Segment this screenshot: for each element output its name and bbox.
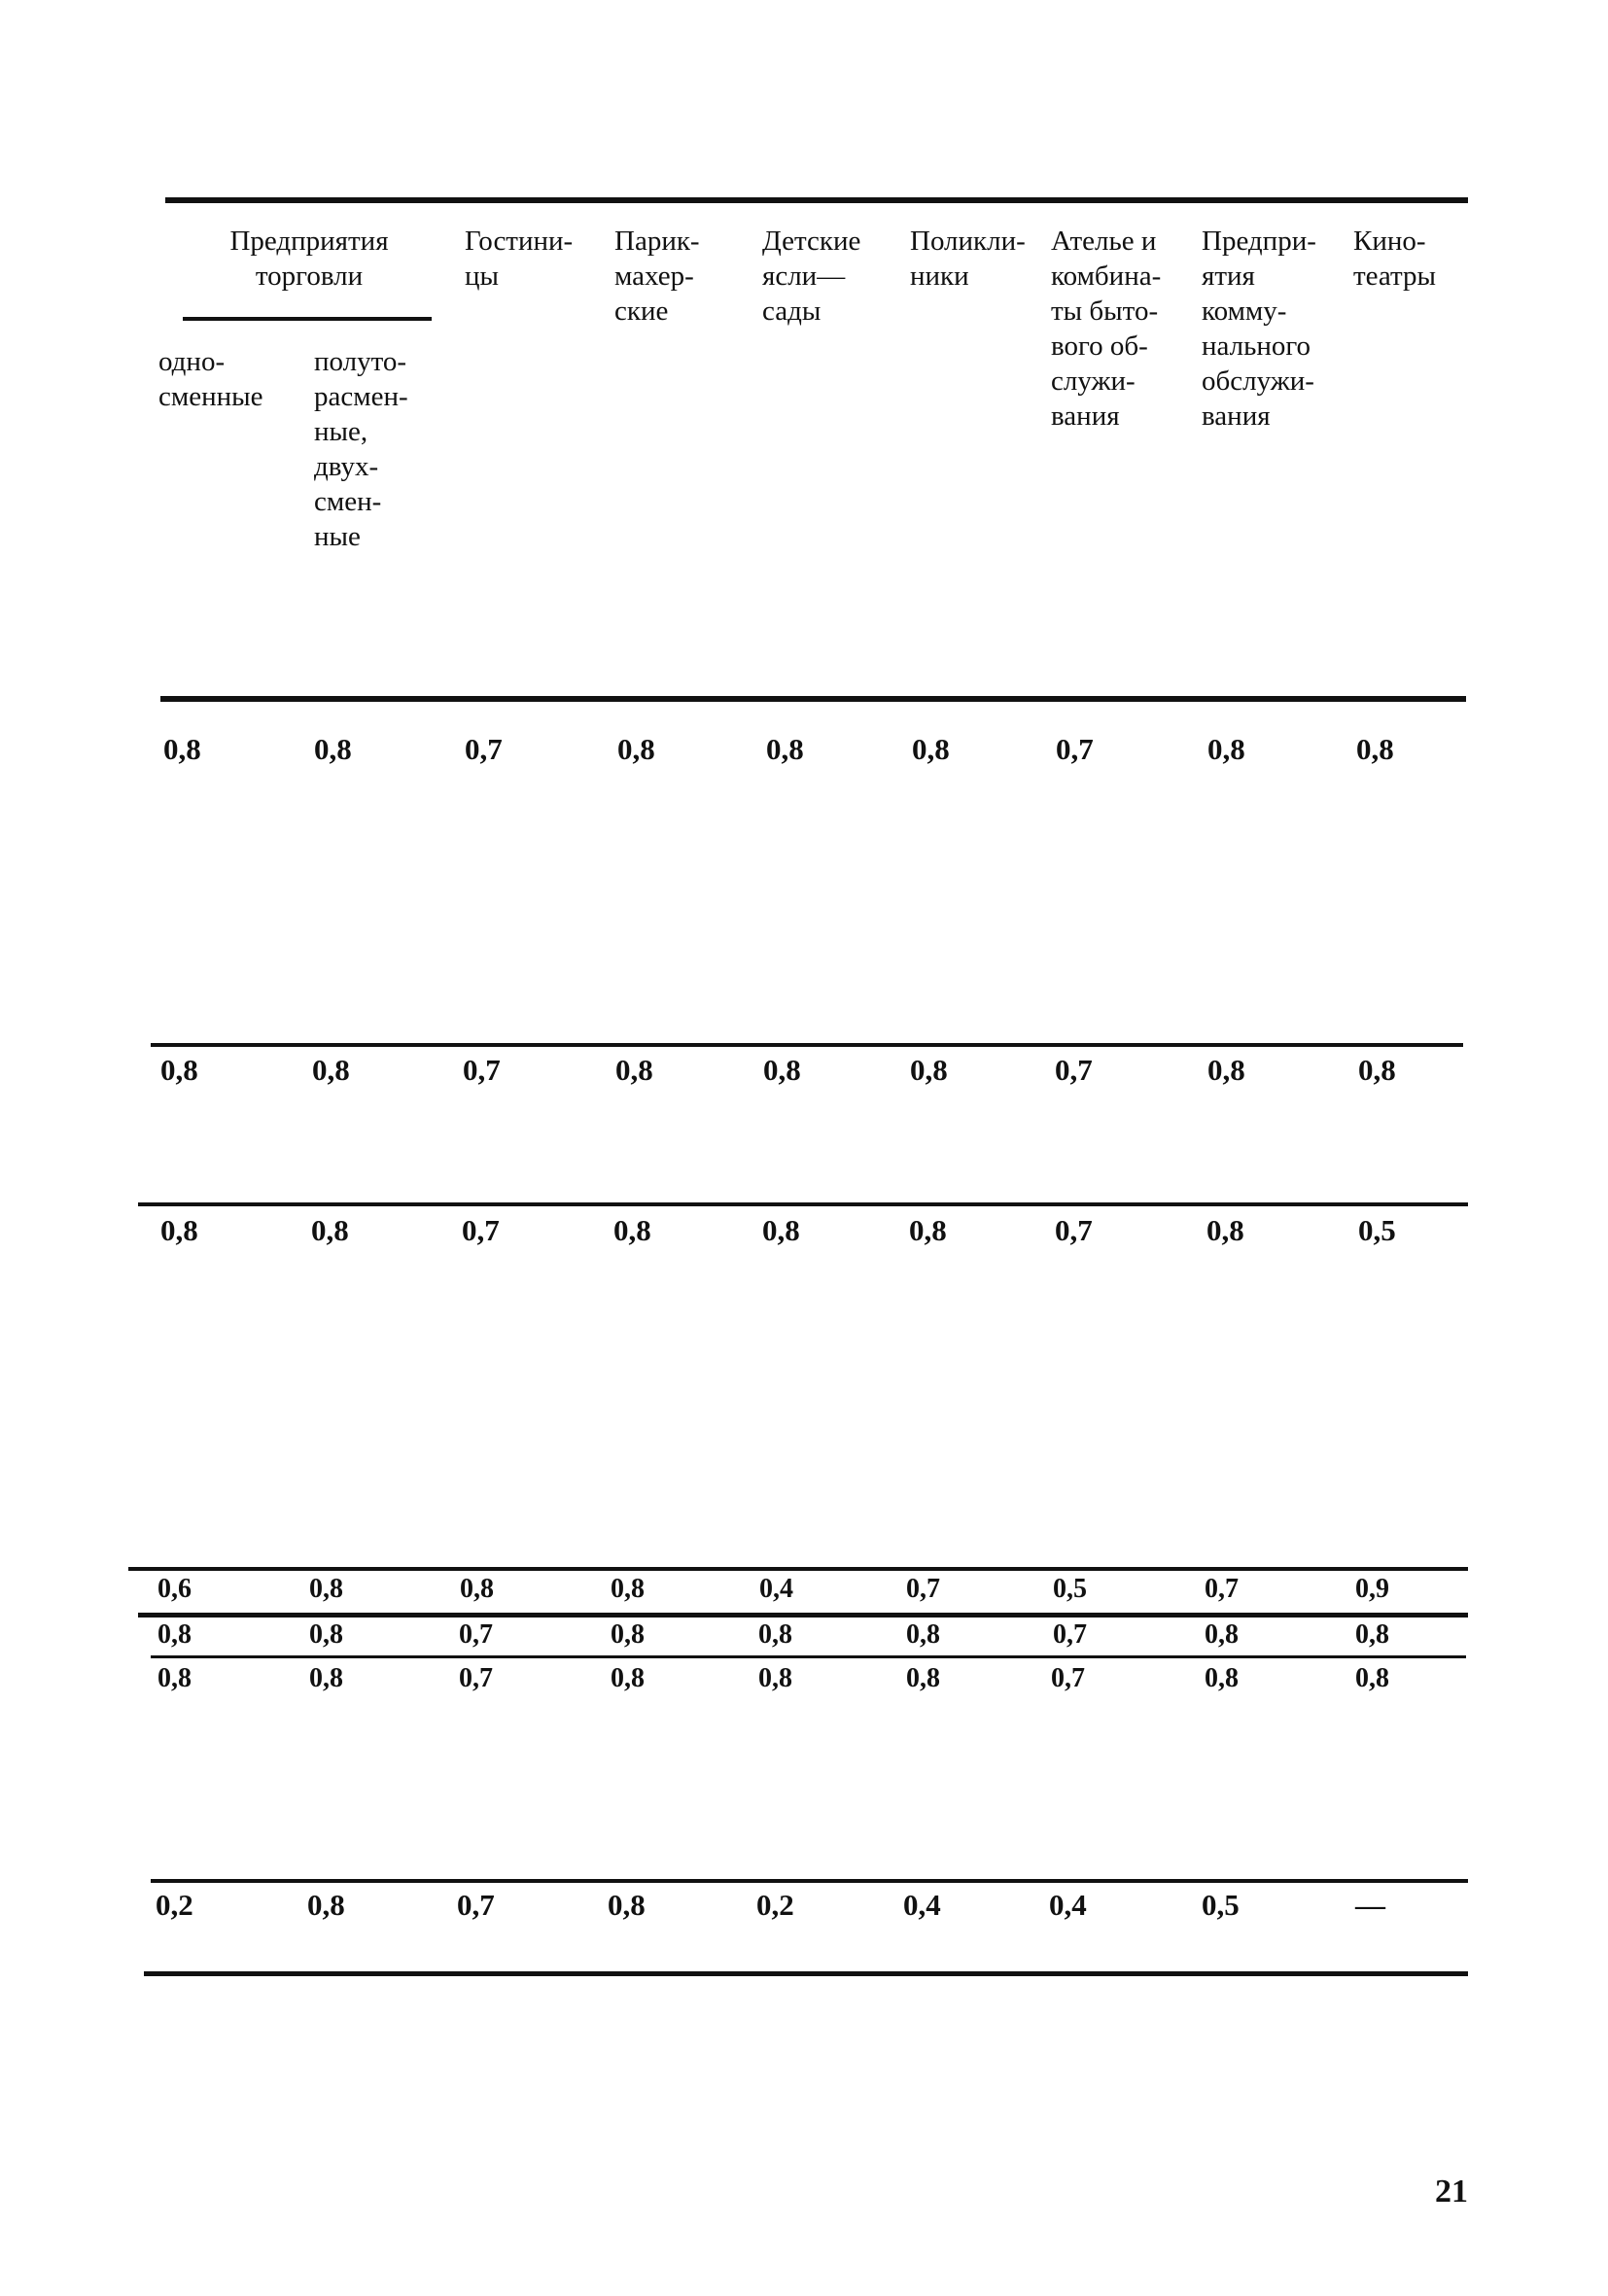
table-cell: 0,8: [758, 1619, 792, 1650]
header-col-1: Гостини- цы: [465, 226, 574, 292]
row-divider-rule: [138, 1202, 1468, 1206]
table-cell: 0,8: [906, 1619, 940, 1650]
table-cell: 0,8: [912, 732, 950, 766]
table-cell: 0,8: [906, 1663, 940, 1693]
table-cell: 0,8: [309, 1574, 343, 1604]
table-cell: 0,8: [611, 1574, 645, 1604]
table-cell: 0,8: [611, 1663, 645, 1693]
table-cell: 0,4: [1049, 1888, 1087, 1922]
header-group-label: Предприятия торговли: [229, 226, 389, 292]
table-cell: 0,8: [1356, 732, 1394, 766]
table-cell: 0,8: [309, 1619, 343, 1650]
table-cell: 0,5: [1053, 1574, 1087, 1604]
table-cell: 0,8: [1205, 1663, 1239, 1693]
header-col-5: Ателье и комбина- ты быто- вого об- служи- вания: [1051, 226, 1162, 432]
header-col-3: Детские ясли— сады: [762, 226, 861, 327]
table-cell: 0,8: [766, 732, 804, 766]
table-cell: 0,8: [157, 1619, 192, 1650]
table-cell: 0,7: [1051, 1663, 1085, 1693]
table-cell: 0,8: [157, 1663, 192, 1693]
table-cell: 0,8: [309, 1663, 343, 1693]
table-cell: 0,4: [759, 1574, 793, 1604]
table-cell: 0,8: [160, 1213, 198, 1247]
table-cell: 0,8: [460, 1574, 494, 1604]
table-cell: 0,8: [307, 1888, 345, 1922]
table-cell: 0,8: [163, 732, 201, 766]
row-divider-rule: [138, 1613, 1468, 1618]
table-cell: 0,8: [314, 732, 352, 766]
table-cell: 0,8: [763, 1053, 801, 1087]
header-col-2: Парик- махер- ские: [614, 226, 700, 327]
table-cell: 0,6: [157, 1574, 192, 1604]
table-cell: 0,7: [1055, 1213, 1093, 1247]
table-cell: 0,8: [1207, 732, 1245, 766]
table-cell: —: [1355, 1888, 1385, 1922]
row-divider-rule: [151, 1655, 1466, 1658]
table-cell: 0,8: [311, 1213, 349, 1247]
table-cell: 0,8: [615, 1053, 653, 1087]
table-cell: 0,8: [608, 1888, 646, 1922]
table-cell: 0,8: [909, 1213, 947, 1247]
header-col-6: Предпри- ятия комму- нального обслужи- вания: [1202, 226, 1316, 432]
table-cell: 0,2: [156, 1888, 193, 1922]
header-sub-col-1: одно- сменные: [158, 346, 263, 412]
table-cell: 0,7: [1205, 1574, 1239, 1604]
table-cell: 0,8: [1355, 1619, 1389, 1650]
header-col-7: Кино- театры: [1353, 226, 1437, 292]
table-cell: 0,8: [613, 1213, 651, 1247]
row-divider-rule: [151, 1879, 1468, 1883]
page-number: 21: [1435, 2174, 1468, 2209]
header-sub-col-2: полуто- расмен- ные, двух- смен- ные: [314, 346, 408, 552]
table-cell: 0,7: [1055, 1053, 1093, 1087]
table-cell: 0,8: [617, 732, 655, 766]
table-cell: 0,7: [465, 732, 503, 766]
table-cell: 0,5: [1202, 1888, 1240, 1922]
table-cell: 0,7: [463, 1053, 501, 1087]
table-cell: 0,7: [906, 1574, 940, 1604]
table-cell: 0,7: [459, 1619, 493, 1650]
table-cell: 0,7: [462, 1213, 500, 1247]
table-cell: 0,7: [459, 1663, 493, 1693]
table-cell: 0,8: [1205, 1619, 1239, 1650]
table-cell: 0,7: [1056, 732, 1094, 766]
row-divider-rule: [151, 1043, 1463, 1047]
header-col-4: Поликли- ники: [910, 226, 1026, 292]
row-divider-rule: [128, 1567, 1468, 1571]
table-cell: 0,8: [611, 1619, 645, 1650]
table-cell: 0,8: [1206, 1213, 1244, 1247]
table-top-rule: [165, 197, 1468, 203]
table-cell: 0,5: [1358, 1213, 1396, 1247]
table-cell: 0,8: [762, 1213, 800, 1247]
table-cell: 0,9: [1355, 1574, 1389, 1604]
table-cell: 0,2: [756, 1888, 794, 1922]
table-cell: 0,8: [312, 1053, 350, 1087]
table-bottom-rule: [144, 1971, 1468, 1976]
table-cell: 0,8: [910, 1053, 948, 1087]
table-cell: 0,8: [1358, 1053, 1396, 1087]
table-cell: 0,7: [1053, 1619, 1087, 1650]
header-bottom-rule: [160, 696, 1466, 702]
table-cell: 0,8: [1355, 1663, 1389, 1693]
table-cell: 0,7: [457, 1888, 495, 1922]
table-cell: 0,8: [758, 1663, 792, 1693]
table-cell: 0,8: [1207, 1053, 1245, 1087]
table-cell: 0,4: [903, 1888, 941, 1922]
table-cell: 0,8: [160, 1053, 198, 1087]
group-underline-rule: [183, 317, 432, 321]
